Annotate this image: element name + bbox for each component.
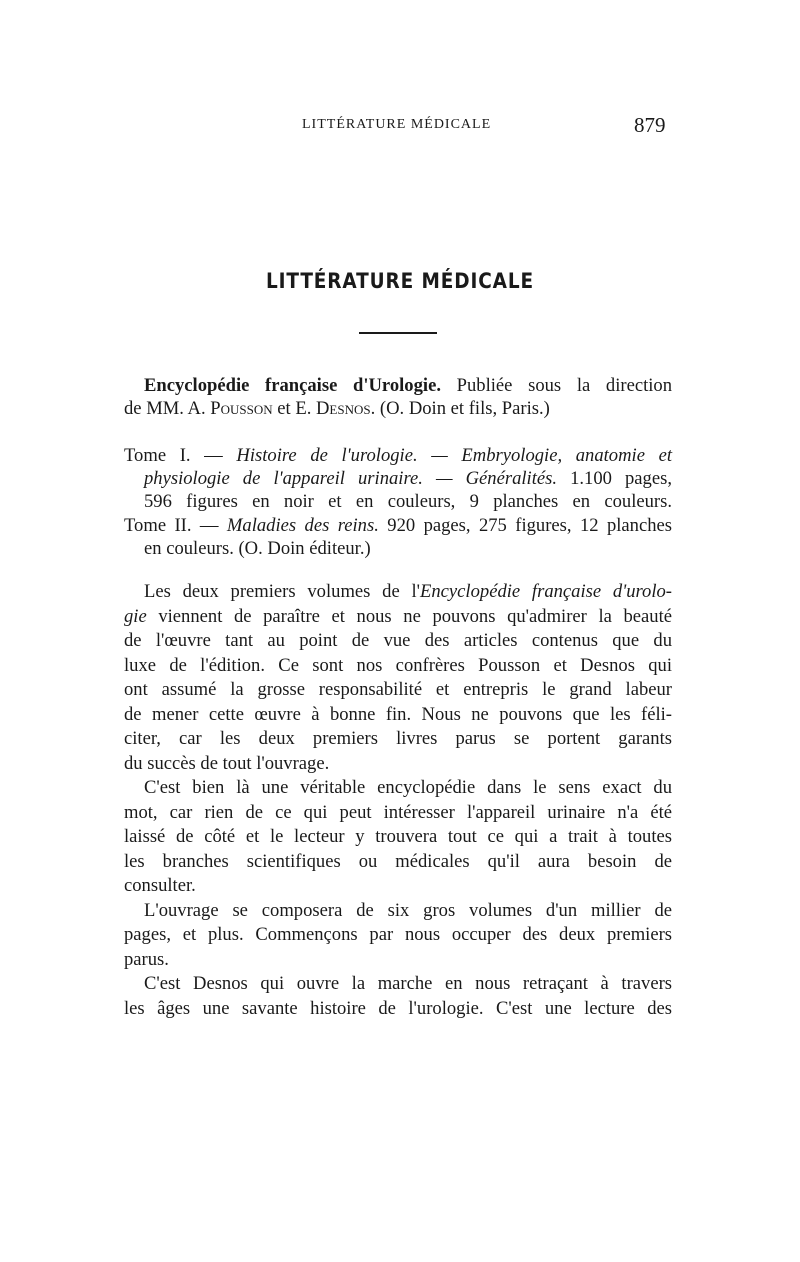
paragraph-line: du succès de tout l'ouvrage. <box>124 752 330 774</box>
paragraph-line: laissé de côté et le lecteur y trouvera tout ce qui a trait à toutes <box>124 826 672 847</box>
paragraph-line: luxe de l'édition. Ce sont nos confrères Pousson et Desnos qui <box>124 654 672 676</box>
paragraph-line: L'ouvrage se composera de six gros volumes d'un millier de <box>144 899 672 921</box>
tome-1-entry <box>124 444 672 513</box>
tome-1-line-1 <box>124 444 672 467</box>
tome-2-subject: Maladies des reins. <box>226 515 379 536</box>
paragraph-line <box>124 580 672 605</box>
paragraph-line: les âges une savante histoire de l'urologie. C'est une lecture des <box>124 997 672 1019</box>
tome-1-line-3: 596 figures en noir et en couleurs, 9 planches en couleurs. <box>144 491 672 512</box>
author-desnos: Desnos <box>316 398 371 419</box>
citation-text: de MM. A. <box>124 398 211 419</box>
citation-text: et E. <box>272 398 316 419</box>
paragraph-line: ont assumé la grosse responsabilité et entrepris le grand labeur <box>124 679 672 700</box>
tome-1-pages: 1.100 pages, <box>557 468 672 489</box>
paragraph-text: viennent de paraître et nous ne pouvons qu'admirer la beauté <box>146 605 672 627</box>
title-rule <box>359 332 437 334</box>
running-header <box>0 113 800 139</box>
section-title: LITTÉRATURE MÉDICALE <box>265 269 534 293</box>
tome-1-subjects: Histoire de l'urologie. — Embryologie, anatomie et <box>236 445 673 466</box>
tome-1-subjects-cont: physiologie de l'appareil urinaire. — Généralités. <box>144 468 557 489</box>
paragraph-line: citer, car les deux premiers livres parus se portent garants <box>124 728 672 749</box>
running-title: LITTÉRATURE MÉDICALE <box>302 117 492 132</box>
tome-2-line-2: en couleurs. (O. Doin éditeur.) <box>144 538 371 559</box>
citation-text: . (O. Doin et fils, Paris.) <box>370 398 550 419</box>
tome-2-pages: 920 pages, 275 figures, 12 planches <box>378 515 672 536</box>
citation-line-2 <box>124 397 672 420</box>
paragraph-text: Les deux premiers volumes de l' <box>144 581 421 602</box>
paragraph-line: de mener cette œuvre à bonne fin. Nous ne pouvons que les féli- <box>124 703 672 725</box>
tome-1-label: Tome I. — <box>124 445 237 466</box>
citation-publisher-note: Publiée sous la direction <box>440 375 672 396</box>
paragraph-line: mot, car rien de ce qui peut intéresser l'appareil urinaire n'a été <box>124 801 672 823</box>
paragraph-line: de l'œuvre tant au point de vue des articles contenus que du <box>124 630 672 651</box>
paragraph-text-italic: gie <box>124 605 147 627</box>
paragraph-line: les branches scientifiques ou médicales qu'il aura besoin de <box>124 850 672 872</box>
paragraph-line: pages, et plus. Commençons par nous occuper des deux premiers <box>124 924 672 945</box>
tome-1-line-2 <box>124 467 672 490</box>
author-pousson: Pousson <box>210 398 273 419</box>
review-body <box>124 580 672 1021</box>
tome-2-entry <box>124 514 672 560</box>
book-title: Encyclopédie française d'Urologie. <box>144 375 441 396</box>
paragraph-line: parus. <box>124 948 169 970</box>
tome-2-label: Tome II. — <box>124 515 227 536</box>
paragraph-line: C'est Desnos qui ouvre la marche en nous retraçant à travers <box>144 973 672 994</box>
tome-2-line-1 <box>124 514 672 537</box>
paragraph-line: C'est bien là une véritable encyclopédie dans le sens exact du <box>144 777 672 798</box>
paragraph-text-italic: Encyclopédie française d'urolo- <box>420 581 672 602</box>
paragraph-line: consulter. <box>124 875 196 896</box>
page-number: 879 <box>634 113 666 137</box>
book-citation <box>124 374 672 420</box>
citation-line-1 <box>124 374 672 397</box>
paragraph-line <box>124 605 672 630</box>
